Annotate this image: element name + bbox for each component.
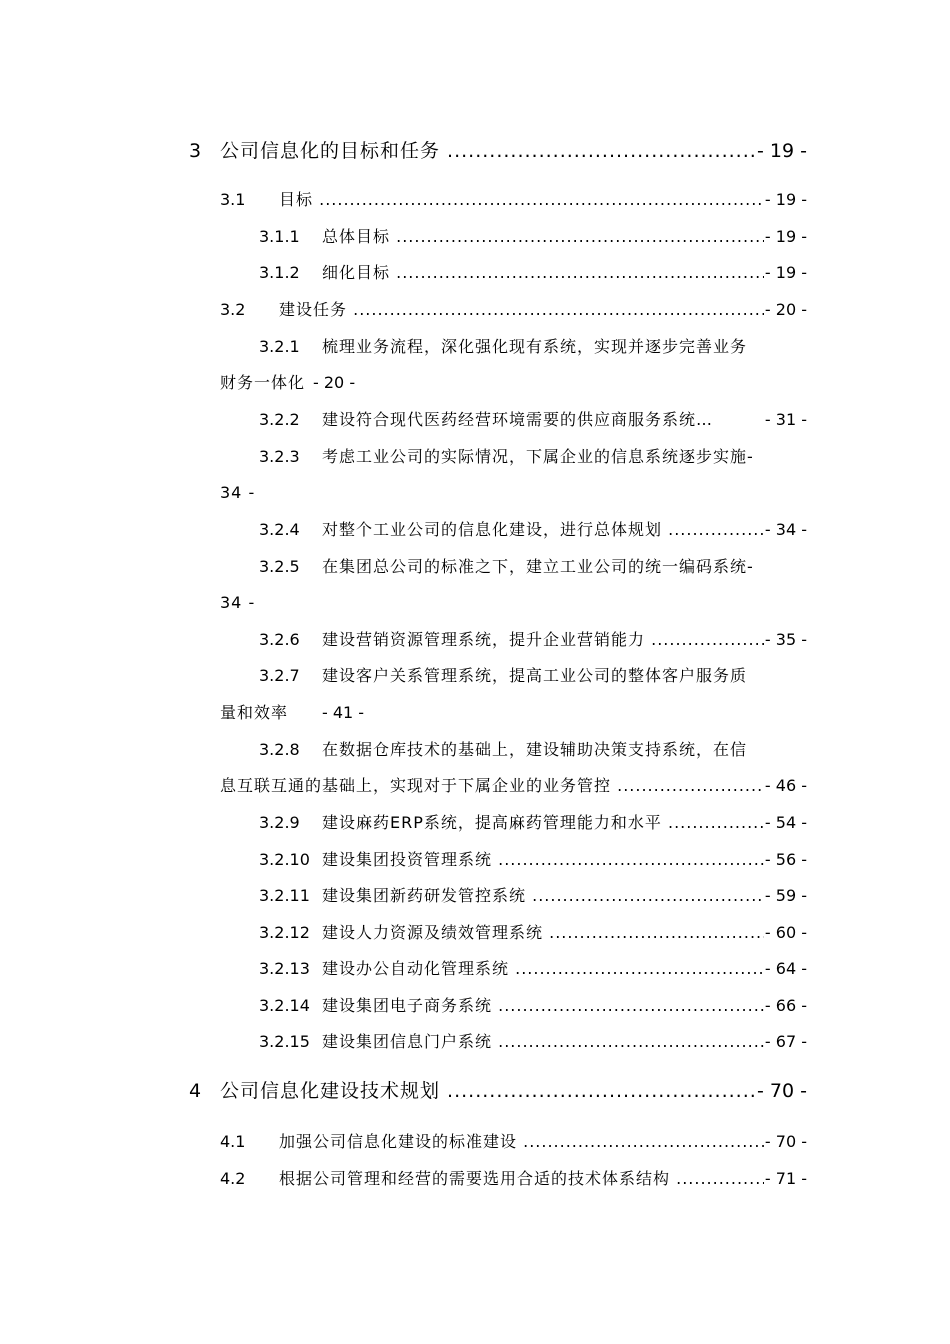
toc-title: 建设麻药ERP系统，提高麻药管理能力和水平 ..... bbox=[322, 809, 804, 837]
toc-number: 3.2.1 bbox=[259, 337, 300, 356]
toc-page-number: - 34 - bbox=[764, 516, 807, 544]
toc-entry-3-2-12[interactable] bbox=[0, 919, 950, 947]
toc-entry-3-2-9[interactable] bbox=[0, 809, 950, 837]
toc-page-number: - 19 - bbox=[756, 135, 807, 167]
toc-number: 3.2.4 bbox=[259, 520, 300, 539]
toc-entry-3-2-1-continued[interactable] bbox=[0, 369, 950, 397]
toc-number: 3.2.3 bbox=[259, 447, 300, 466]
toc-page-number: - 20 - bbox=[313, 373, 356, 392]
toc-title: 加强公司信息化建设的标准建设 ..... bbox=[279, 1128, 804, 1156]
toc-title: 建设集团信息门户系统 ..... bbox=[322, 1028, 804, 1056]
toc-page-number: - 67 - bbox=[764, 1028, 807, 1056]
toc-number: 3.2.9 bbox=[259, 813, 300, 832]
toc-entry-3-2-4[interactable] bbox=[0, 516, 950, 544]
toc-entry-3-2-5[interactable] bbox=[0, 553, 950, 581]
toc-title: 公司信息化建设技术规划 ..... bbox=[220, 1075, 804, 1107]
toc-title: 建设营销资源管理系统，提升企业营销能力 ..... bbox=[322, 626, 804, 654]
toc-entry-3-2-1[interactable] bbox=[0, 333, 950, 361]
toc-title-line1: 考虑工业公司的实际情况，下属企业的信息系统逐步实施- bbox=[322, 447, 754, 466]
toc-page-number: - 35 - bbox=[764, 626, 807, 654]
toc-number: 3.2 bbox=[220, 300, 246, 319]
toc-page-number: - 60 - bbox=[764, 919, 807, 947]
toc-number: 4.1 bbox=[220, 1132, 246, 1151]
toc-number: 3.2.7 bbox=[259, 666, 300, 685]
toc-title-line2-wrapper bbox=[220, 369, 355, 397]
toc-title: 总体目标 ..... bbox=[322, 223, 804, 251]
toc-number: 3.2.10 bbox=[259, 850, 310, 869]
toc-entry-3-2-7-continued[interactable] bbox=[0, 699, 950, 727]
toc-number: 3.2.6 bbox=[259, 630, 300, 649]
toc-entry-4-1[interactable] bbox=[0, 1128, 950, 1156]
toc-entry-3-1-1[interactable] bbox=[0, 223, 950, 251]
toc-title-line2: 量和效率 bbox=[220, 703, 289, 722]
toc-entry-3-1-2[interactable] bbox=[0, 259, 950, 287]
toc-number: 3.2.11 bbox=[259, 886, 310, 905]
toc-title-line1: 在集团总公司的标准之下，建立工业公司的统一编码系统- bbox=[322, 557, 754, 576]
toc-entry-3-2-7[interactable] bbox=[0, 662, 950, 690]
toc-title: 建设符合现代医药经营环境需要的供应商服务系统… bbox=[322, 410, 714, 429]
toc-page-number: - 71 - bbox=[764, 1165, 807, 1193]
toc-entry-3-2-5-continued[interactable] bbox=[0, 589, 950, 617]
toc-number: 3.2.2 bbox=[259, 410, 300, 429]
toc-entry-3-2-8[interactable] bbox=[0, 736, 950, 764]
toc-title: 建设任务 ..... bbox=[279, 296, 804, 324]
toc-entry-3[interactable] bbox=[0, 135, 950, 167]
toc-page-number: - 56 - bbox=[764, 846, 807, 874]
toc-title: 建设办公自动化管理系统 ..... bbox=[322, 955, 804, 983]
toc-entry-3-2-15[interactable] bbox=[0, 1028, 950, 1056]
toc-number: 3.1.2 bbox=[259, 263, 300, 282]
toc-number: 4 bbox=[189, 1080, 202, 1102]
toc-entry-3-2-11[interactable] bbox=[0, 882, 950, 910]
toc-number: 3.2.5 bbox=[259, 557, 300, 576]
toc-title-line1: 梳理业务流程，深化强化现有系统，实现并逐步完善业务 bbox=[322, 337, 748, 356]
toc-page-number: - 64 - bbox=[764, 955, 807, 983]
toc-number: 3.1.1 bbox=[259, 227, 300, 246]
toc-page-number: 34 - bbox=[220, 593, 256, 612]
toc-entry-3-2-2[interactable] bbox=[0, 406, 950, 434]
toc-title: 建设集团新药研发管控系统 ..... bbox=[322, 882, 804, 910]
toc-number: 3.2.13 bbox=[259, 959, 310, 978]
toc-entry-4[interactable] bbox=[0, 1075, 950, 1107]
toc-page-number: - 20 - bbox=[764, 296, 807, 324]
toc-page-number: - 41 - bbox=[322, 703, 365, 722]
toc-title: 建设人力资源及绩效管理系统 ..... bbox=[322, 919, 804, 947]
toc-title: 建设集团电子商务系统 ..... bbox=[322, 992, 804, 1020]
toc-title-line1: 建设客户关系管理系统，提高工业公司的整体客户服务质 bbox=[322, 666, 748, 685]
toc-page-number: - 70 - bbox=[756, 1075, 807, 1107]
toc-page-number: - 46 - bbox=[764, 772, 807, 800]
toc-entry-3-2-14[interactable] bbox=[0, 992, 950, 1020]
toc-page-number: - 54 - bbox=[764, 809, 807, 837]
toc-entry-4-2[interactable] bbox=[0, 1165, 950, 1193]
toc-number: 3.2.8 bbox=[259, 740, 300, 759]
toc-title: 细化目标 ..... bbox=[322, 259, 804, 287]
toc-page-number: - 19 - bbox=[764, 259, 807, 287]
toc-number: 3.1 bbox=[220, 190, 246, 209]
toc-number: 4.2 bbox=[220, 1169, 246, 1188]
toc-page-number: - 59 - bbox=[764, 882, 807, 910]
toc-entry-3-2-10[interactable] bbox=[0, 846, 950, 874]
toc-title: 对整个工业公司的信息化建设，进行总体规划 ..... bbox=[322, 516, 804, 544]
toc-title-line2: 息互联互通的基础上，实现对于下属企业的业务管控 ..... bbox=[220, 772, 804, 800]
toc-number: 3 bbox=[189, 140, 202, 162]
toc-entry-3-2[interactable] bbox=[0, 296, 950, 324]
toc-number: 3.2.12 bbox=[259, 923, 310, 942]
toc-title: 目标 ..... bbox=[279, 186, 804, 214]
toc-entry-3-2-8-continued[interactable] bbox=[0, 772, 950, 800]
toc-page-number: - 19 - bbox=[764, 186, 807, 214]
toc-entry-3-1[interactable] bbox=[0, 186, 950, 214]
toc-title: 建设集团投资管理系统 ..... bbox=[322, 846, 804, 874]
toc-page-number: - 66 - bbox=[764, 992, 807, 1020]
toc-page-number: - 31 - bbox=[764, 406, 807, 434]
toc-entry-3-2-3[interactable] bbox=[0, 443, 950, 471]
toc-title-line2: 财务一体化 bbox=[220, 373, 306, 392]
toc-entry-3-2-6[interactable] bbox=[0, 626, 950, 654]
toc-title-line1: 在数据仓库技术的基础上，建设辅助决策支持系统，在信 bbox=[322, 740, 748, 759]
toc-entry-3-2-3-continued[interactable] bbox=[0, 479, 950, 507]
toc-page-number: - 19 - bbox=[764, 223, 807, 251]
toc-title: 公司信息化的目标和任务 ..... bbox=[220, 135, 804, 167]
toc-page-number: - 70 - bbox=[764, 1128, 807, 1156]
toc-number: 3.2.14 bbox=[259, 996, 310, 1015]
toc-title: 根据公司管理和经营的需要选用合适的技术体系结构 ..... bbox=[279, 1165, 804, 1193]
toc-number: 3.2.15 bbox=[259, 1032, 310, 1051]
toc-entry-3-2-13[interactable] bbox=[0, 955, 950, 983]
toc-page-number: 34 - bbox=[220, 483, 256, 502]
